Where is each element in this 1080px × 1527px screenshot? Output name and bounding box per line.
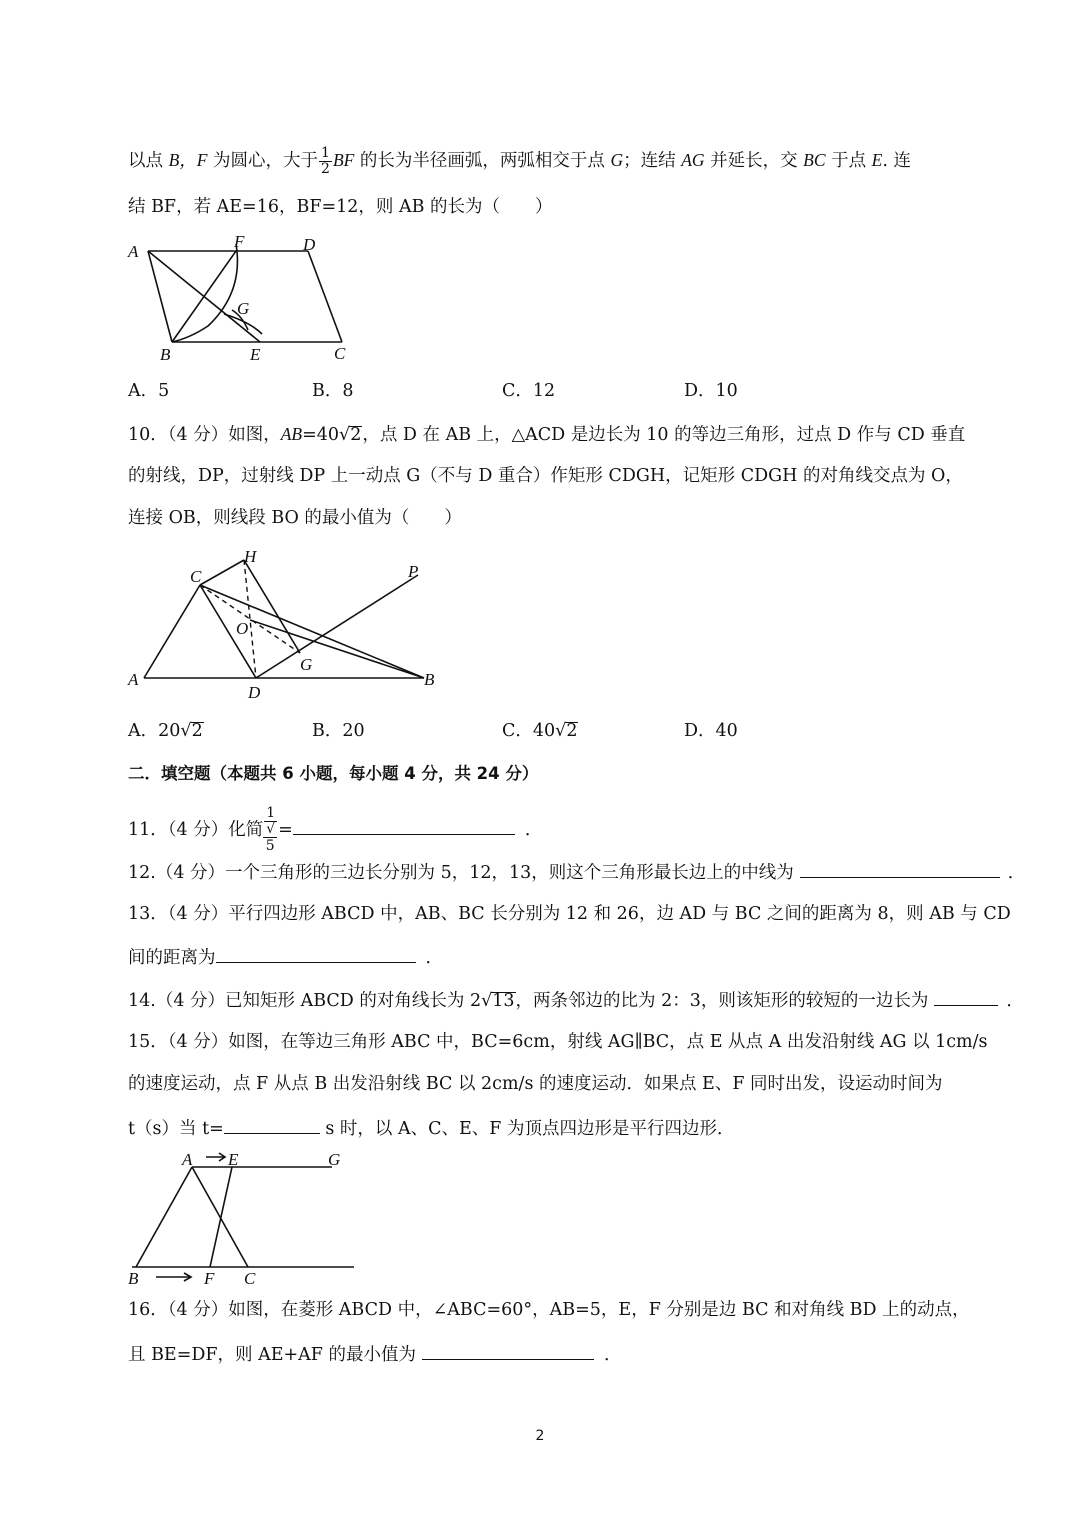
q9-edge-ab: [148, 251, 172, 342]
q10-line2: 的射线，DP，过射线 DP 上一动点 G（不与 D 重合）作矩形 CDGH，记矩形 CDGH 的对角线交点为 O，: [128, 466, 963, 486]
q15-edge-ab: [136, 1167, 192, 1267]
q9-label-g: G: [237, 299, 250, 318]
q9-line1: 以点 B，F 为圆心，大于 $\frac{1}{2}$ BF 的长为半径画弧，两弧相交于点 G；连结 AG 并延长，交 BC 于点 E. 连: [128, 145, 912, 177]
q15-seg-ef: [210, 1167, 232, 1267]
q15-label-g: G: [328, 1150, 341, 1169]
q9-edge-dc: [308, 251, 342, 342]
q9-option-a: A．5: [128, 381, 170, 401]
page-number: 2: [535, 1428, 545, 1444]
q10-line3: 连接 OB，则线段 BO 的最小值为（ ）: [128, 508, 462, 528]
q9-label-a: A: [128, 242, 139, 261]
q9-option-b: B．8: [312, 381, 354, 401]
q15-answer-blank[interactable]: [224, 1115, 320, 1134]
q14-answer-blank[interactable]: [934, 987, 998, 1006]
q10-edge-ac: [144, 585, 200, 678]
q10-figure: [120, 540, 450, 705]
q15-line3: t（s）当 t= s 时，以 A、C、E、F 为顶点四边形是平行四边形．: [128, 1115, 734, 1141]
q10-label-c: C: [190, 567, 202, 586]
q10-option-c: C．40√2: [502, 721, 578, 741]
q11-line: 11．（4 分）化简 1 √ 5 = ．: [128, 805, 543, 854]
q10-option-a: A．20√2: [128, 721, 203, 741]
q15-label-e: E: [228, 1150, 239, 1169]
q10-label-a: A: [128, 670, 139, 689]
q16-answer-blank[interactable]: [422, 1341, 594, 1360]
q10-label-d: D: [248, 683, 261, 702]
q10-ray-dp: [256, 575, 418, 678]
q15-line2: 的速度运动，点 F 从点 B 出发沿射线 BC 以 2cm/s 的速度运动．如果点 E、F 同时出发，设运动时间为: [128, 1074, 943, 1094]
fraction-one-over-root5: 1 √ 5: [264, 806, 277, 855]
q15-label-f: F: [204, 1269, 215, 1288]
q11-answer-blank[interactable]: [293, 816, 515, 835]
fraction-half: $\frac{1}{2}$: [321, 145, 330, 177]
q10-seg-ob: [250, 620, 424, 678]
q9-label-b: B: [160, 345, 171, 364]
q13-answer-blank[interactable]: [216, 944, 416, 963]
q15-label-a: A: [182, 1150, 193, 1169]
q10-option-d: D．40: [684, 721, 738, 741]
q9-label-c: C: [334, 344, 346, 363]
q16-line2: 且 BE=DF，则 AE+AF 的最小值为 ．: [128, 1341, 622, 1367]
q10-option-b: B．20: [312, 721, 365, 741]
q9-option-c: C．12: [502, 381, 556, 401]
q9-label-f: F: [234, 232, 245, 251]
q9-label-e: E: [250, 345, 261, 364]
q10-label-o: O: [236, 619, 249, 638]
q10-label-p: P: [408, 562, 419, 581]
q10-label-b: B: [424, 670, 435, 689]
q9-line2: 结 BF，若 AE=16，BF=12，则 AB 的长为（ ）: [128, 197, 553, 217]
q14-line: 14.（4 分）已知矩形 ABCD 的对角线长为 2√13，两条邻边的比为 2：3，则该矩形的较短的一边长为 ．: [128, 987, 1024, 1013]
q9-label-d: D: [303, 235, 316, 254]
q10-diag-cg: [200, 585, 300, 653]
q12-line: 12.（4 分）一个三角形的三边长分别为 5，12，13，则这个三角形最长边上的中线为 ．: [128, 859, 1025, 885]
q9-option-d: D．10: [684, 381, 738, 401]
q10-label-h: H: [244, 547, 257, 566]
q16-line1: 16．（4 分）如图，在菱形 ABCD 中，∠ABC=60°，AB=5，E，F 分别是边 BC 和对角线 BD 上的动点，: [128, 1300, 970, 1320]
q12-answer-blank[interactable]: [800, 859, 1000, 878]
section-heading-fill-blank: 二．填空题（本题共 6 小题，每小题 4 分，共 24 分）: [128, 764, 539, 783]
q15-line1: 15．（4 分）如图，在等边三角形 ABC 中，BC=6cm，射线 AG∥BC，点 E 从点 A 出发沿射线 AG 以 1cm/s: [128, 1032, 988, 1052]
q13-line1: 13．（4 分）平行四边形 ABCD 中，AB、BC 长分别为 12 和 26，边 AD 与 BC 之间的距离为 8，则 AB 与 CD: [128, 904, 1011, 924]
q10-edge-ch: [200, 560, 244, 585]
q15-label-c: C: [244, 1269, 256, 1288]
q13-line2: 间的距离为 ．: [128, 944, 443, 970]
q15-edge-ac: [192, 1167, 248, 1267]
q9-figure: [120, 230, 370, 370]
q10-line1: 10．（4 分）如图，AB=40√2，点 D 在 AB 上，△ACD 是边长为 10 的等边三角形，过点 D 作与 CD 垂直: [128, 424, 966, 445]
q10-label-g: G: [300, 655, 313, 674]
q15-figure: [120, 1145, 370, 1290]
q15-label-b: B: [128, 1269, 139, 1288]
